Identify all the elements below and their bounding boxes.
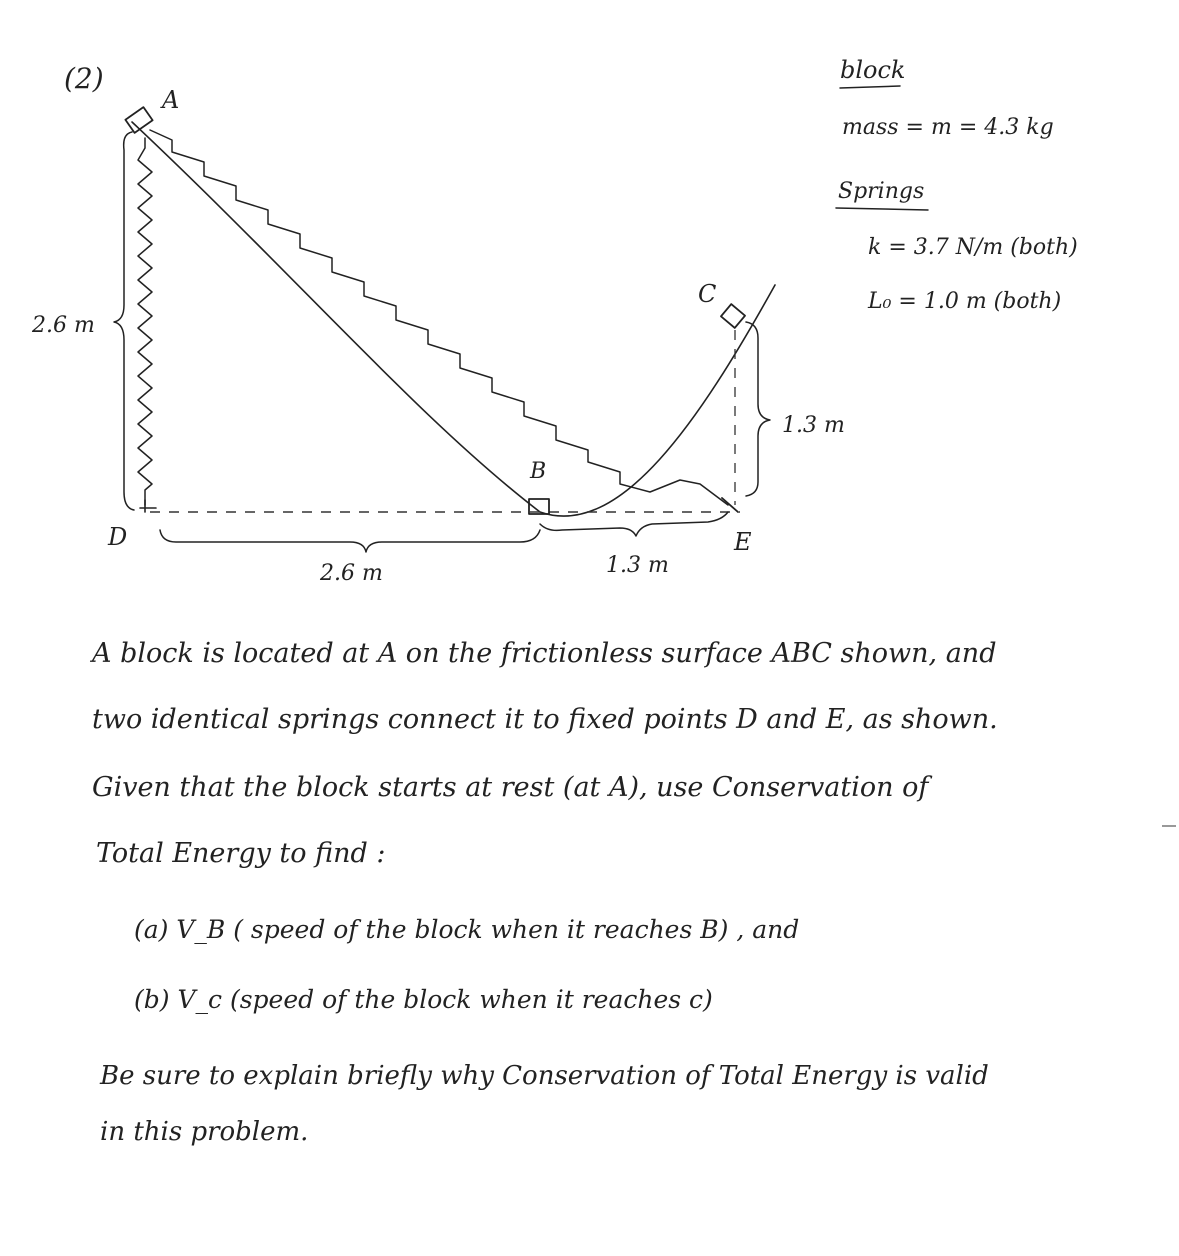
text-line-6: in this problem. <box>100 1117 309 1147</box>
mass-line: mass = m = 4.3 kg <box>842 115 1054 140</box>
question-b: (b) V_c (speed of the block when it reaches c) <box>134 985 713 1014</box>
question-a: (a) V_B ( speed of the block when it reaches B) , and <box>134 915 800 944</box>
label-c: C <box>698 280 717 308</box>
block-heading-underline <box>840 86 900 88</box>
problem-text <box>89 638 998 1147</box>
brace-left-height <box>114 132 134 510</box>
text-line-2: two identical springs connect it to fixed points D and E, as shown. <box>92 704 998 735</box>
block-at-c <box>721 304 745 328</box>
problem-number: (2) <box>64 62 104 95</box>
spring-da <box>138 138 152 505</box>
diagram <box>31 86 845 586</box>
springs-heading-underline <box>836 208 928 210</box>
surface-abc <box>132 122 775 516</box>
dim-bottom-left: 2.6 m <box>320 561 383 586</box>
label-e: E <box>734 528 752 556</box>
givens <box>836 56 1078 314</box>
label-a: A <box>162 86 180 114</box>
brace-bottom-left <box>160 530 540 552</box>
text-line-1: A block is located at A on the frictionless surface ABC shown, and <box>92 638 997 669</box>
label-d: D <box>108 523 128 551</box>
spring-constant: k = 3.7 N/m (both) <box>868 235 1078 260</box>
text-line-3: Given that the block starts at rest (at A), use Conservation of <box>92 772 929 803</box>
dim-left-height: 2.6 m <box>32 313 95 338</box>
dim-bottom-right: 1.3 m <box>606 553 669 578</box>
block-at-a <box>125 107 152 133</box>
dim-right-height: 1.3 m <box>782 413 845 438</box>
text-line-4: Total Energy to find : <box>96 838 386 869</box>
text-line-5: Be sure to explain briefly why Conservation of Total Energy is valid <box>100 1061 989 1091</box>
label-b: B <box>530 459 547 484</box>
spring-ae <box>150 130 728 505</box>
anchor-d <box>140 500 156 512</box>
natural-length: L₀ = 1.0 m (both) <box>868 289 1062 314</box>
springs-heading: Springs <box>838 179 925 204</box>
block-heading: block <box>840 56 906 84</box>
brace-right-height <box>746 322 770 496</box>
